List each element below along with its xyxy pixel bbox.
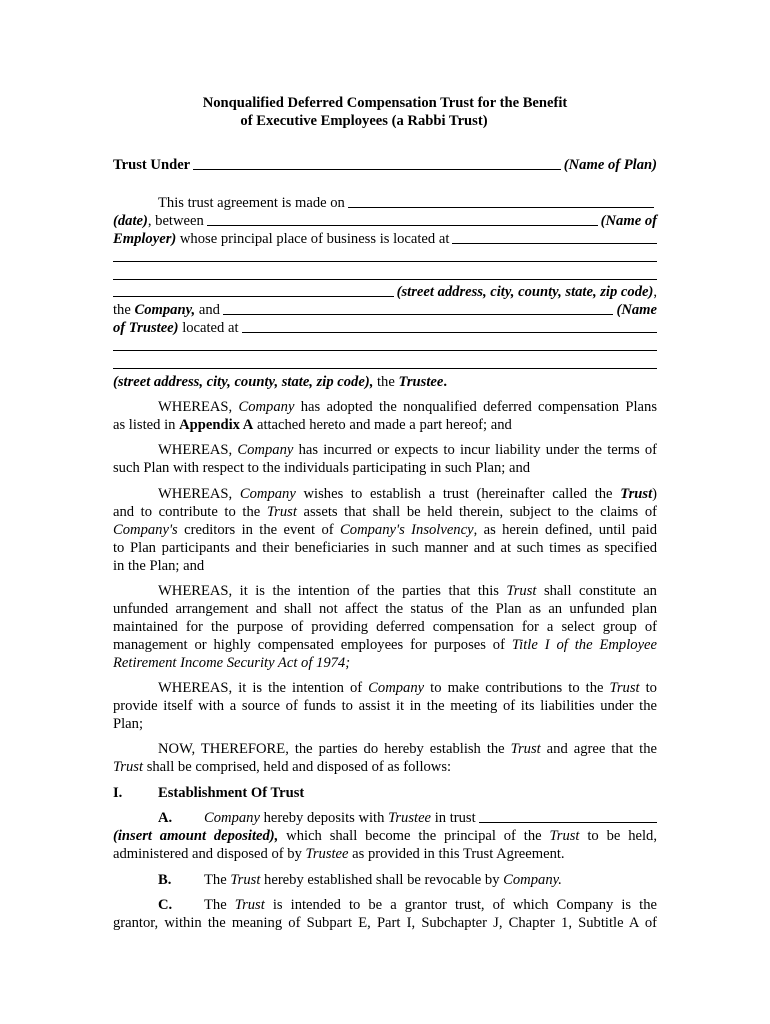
whereas-text: shall constitute an [543,583,657,599]
item-label: A. [158,810,173,826]
item-b-line-1 [113,871,657,889]
trust-term: Trust [234,897,265,913]
comma-text: , [653,284,657,300]
section-number: I. [113,785,123,801]
whereas-5-line-1 [113,679,657,697]
item-a-line-2 [113,827,657,845]
address-blank-line-3[interactable] [113,296,394,297]
employer-address-blank[interactable] [452,243,657,244]
whereas-text: to make contributions to the [430,680,604,696]
the-text: the [113,302,131,318]
item-text: hereby deposits with [263,810,385,826]
plan-name-hint: (Name of Plan) [563,157,657,173]
whereas-text: as listed in [113,417,176,433]
whereas-2-line-1 [113,441,657,459]
whereas-2-line-2: such Plan with respect to the individuals participating in such Plan; and [113,460,531,476]
employer-name-blank[interactable] [207,225,598,226]
paren: ) [652,486,658,502]
whereas-text: creditors in the event of [184,522,334,538]
trust-term: Trust [510,741,541,757]
amount-hint: (insert amount deposited), [113,828,279,844]
company-term: Company, [134,302,196,318]
whereas-4-line-1 [113,582,657,600]
item-text: as provided in this Trust Agreement. [352,846,565,862]
between-text: , between [147,213,204,229]
now-therefore-line-2 [113,758,657,776]
trust-term: Trust [549,828,580,844]
date-blank[interactable] [348,207,654,208]
intro-line-1 [113,194,657,212]
item-text: in trust [434,810,476,826]
the-text-2: the [377,374,395,390]
item-text: administered and disposed of by [113,846,302,862]
located-text: located at [182,320,239,336]
whereas-4-line-3: maintained for the purpose of providing deferred compensation for a select group of [113,619,657,635]
intro-line-6 [113,283,657,301]
intro-line-7 [113,301,657,319]
company-term: Company [368,680,425,696]
company-term: Company. [503,872,562,888]
whereas-text: and to contribute to the [113,504,261,520]
trust-under-label: Trust Under [113,157,191,173]
trustee-term: Trustee [388,810,432,826]
address-blank-line-1[interactable] [113,261,657,262]
item-text: to be held, [587,828,657,844]
trustee-address-blank[interactable] [242,332,657,333]
whereas-3-line-1 [113,485,657,503]
trust-term: Trust [609,680,640,696]
item-text: which shall become the principal of the [286,828,542,844]
item-label: B. [158,872,172,888]
trust-term: Trust [266,504,297,520]
item-text: The [204,897,227,913]
item-a-line-3 [113,845,657,863]
date-hint: (date) [113,213,148,229]
whereas-text: WHEREAS, [158,442,233,458]
and-text: and [198,302,220,318]
whereas-3-line-3 [113,521,657,539]
street-address-hint-1: (street address, city, county, state, zip code) [396,284,654,300]
intro-line-2 [113,212,657,230]
insolvency-term: Company's Insolvency [340,522,474,538]
trustee-term: Trustee [398,374,444,390]
name-of-hint: (Name of [600,213,657,229]
now-text: shall be comprised, held and disposed of as follows: [146,759,452,775]
intro-line-3 [113,230,657,248]
trust-term: Trust [113,759,144,775]
of-trustee-hint: of Trustee) [113,320,179,336]
whereas-text: assets that shall be held therein, subject to the claims of [303,504,657,520]
whereas-text: , as herein defined, until paid [473,522,658,538]
whereas-3-line-2 [113,503,657,521]
trust-under-line [113,156,657,174]
whereas-5-line-3: Plan; [113,716,143,732]
whereas-1-line-2 [113,416,657,434]
item-c-line-2: grantor, within the meaning of Subpart E, Part I, Subchapter J, Chapter 1, Subtitle A of [113,915,657,931]
company-term: Company [238,399,295,415]
employer-hint: Employer) [113,231,177,247]
now-text: and agree that the [546,741,657,757]
address-blank-line-2[interactable] [113,279,657,280]
whereas-text: management or highly compensated employees for purposes of [113,637,505,653]
amount-deposited-blank[interactable] [479,822,657,823]
document-title-line-2: of Executive Employees (a Rabbi Trust) [240,113,488,129]
trustee-address-line-2[interactable] [113,368,657,369]
whereas-text: to [645,680,657,696]
item-text: hereby established shall be revocable by [264,872,500,888]
document-title-line-1: Nonqualified Deferred Compensation Trust for the Benefit [202,95,568,111]
whereas-text: WHEREAS, it is the intention of [158,680,363,696]
period: . [443,374,448,390]
plan-name-blank[interactable] [193,169,561,170]
trustee-address-line-1[interactable] [113,350,657,351]
whereas-text: WHEREAS, [158,399,233,415]
item-a-line-1 [113,809,657,827]
company-term: Company's [113,522,178,538]
trust-term: Trust [506,583,537,599]
whereas-text: has incurred or expects to incur liability under the terms of [298,442,657,458]
intro-line-8 [113,319,657,337]
trust-term: Trust [230,872,261,888]
whereas-1-line-1 [113,398,657,416]
company-term: Company [237,442,294,458]
section-heading-text: Establishment Of Trust [158,785,305,801]
whereas-text: attached hereto and made a part hereof; and [256,417,512,433]
erisa-title-term: Title I of the Employee [511,637,658,653]
appendix-a-term: Appendix A [179,417,254,433]
item-label: C. [158,897,173,913]
whereas-4-line-2: unfunded arrangement and shall not affect the status of the Plan as an unfunded plan [113,601,657,617]
whereas-5-line-2: provide itself with a source of funds to assist it in the meeting of its liabilities under the [113,698,657,714]
item-text: The [204,872,227,888]
whereas-3-line-4: to Plan participants and their beneficiaries in such manner and at such times as specified [113,540,657,556]
trustee-name-blank[interactable] [223,314,614,315]
principal-text: whose principal place of business is located at [179,231,450,247]
whereas-4-line-5: Retirement Income Security Act of 1974; [113,655,351,671]
name-hint: (Name [616,302,657,318]
intro-line-11 [113,373,657,391]
trustee-term: Trustee [305,846,349,862]
company-term: Company [204,810,260,826]
company-term: Company [239,486,296,502]
whereas-text: WHEREAS, [158,486,233,502]
whereas-text: wishes to establish a trust (hereinafter called the [303,486,613,502]
now-text: NOW, THEREFORE, the parties do hereby establish the [158,741,505,757]
street-address-hint-2: (street address, city, county, state, zip code), [113,374,374,390]
whereas-text: has adopted the nonqualified deferred compensation Plans [300,399,657,415]
trust-term: Trust [620,486,653,502]
whereas-4-line-4 [113,636,657,654]
now-therefore-line-1 [113,740,657,758]
section-1-heading [113,784,657,802]
made-on-text: This trust agreement is made on [158,195,345,211]
whereas-3-line-5: in the Plan; and [113,558,205,574]
item-c-line-1 [113,896,657,914]
item-text: is intended to be a grantor trust, of which Company is the [272,897,657,913]
whereas-text: WHEREAS, it is the intention of the parties that this [158,583,499,599]
